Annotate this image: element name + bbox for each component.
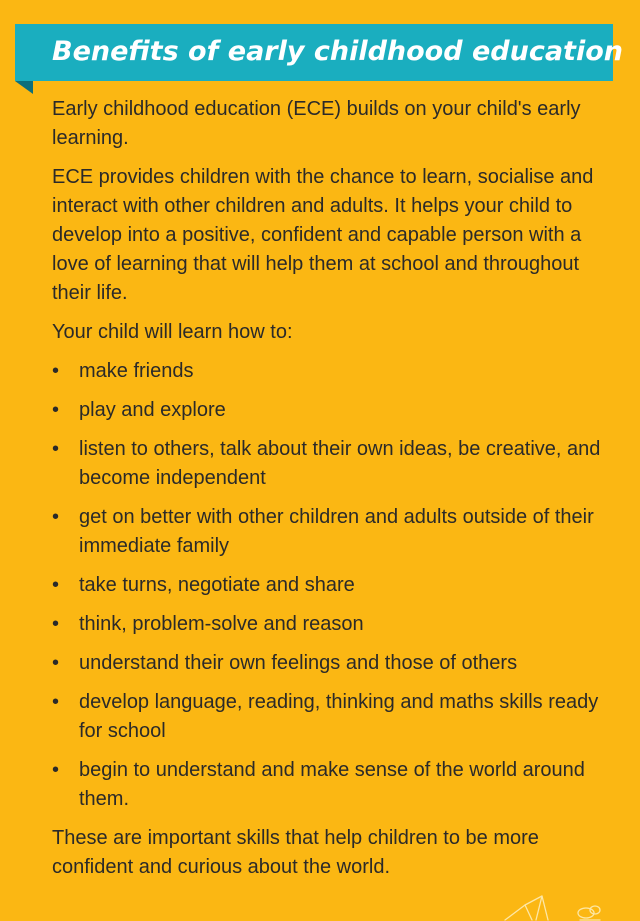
bullet-icon: • — [52, 438, 60, 460]
list-item — [52, 610, 602, 639]
list-item-text: get on better with other children and adults outside of their immediate family — [79, 506, 594, 557]
bullet-icon: • — [52, 360, 60, 382]
closing-paragraph: These are important skills that help children to be more confident and curious about the world. — [52, 827, 539, 878]
list-item — [52, 503, 602, 561]
list-item — [52, 756, 602, 814]
bullet-icon: • — [52, 691, 60, 713]
list-item — [52, 357, 602, 386]
bullet-icon: • — [52, 506, 60, 528]
list-item-text: play and explore — [79, 399, 226, 421]
bullet-icon: • — [52, 399, 60, 421]
doodle-decoration — [500, 893, 620, 921]
bullet-icon: • — [52, 652, 60, 674]
list-item — [52, 435, 602, 493]
list-item-text: think, problem-solve and reason — [79, 613, 364, 635]
list-item-text: listen to others, talk about their own ideas, be creative, and become independent — [79, 438, 601, 489]
intro-paragraph: Early childhood education (ECE) builds on your child's early learning. — [52, 98, 581, 149]
list-item-text: make friends — [79, 360, 194, 382]
list-item — [52, 396, 602, 425]
bullet-icon: • — [52, 759, 60, 781]
description-paragraph: ECE provides children with the chance to learn, socialise and interact with other children and adults. It helps your child to develop into a positive, confident and capable person with a love of learning that will help them at school and throughout their life. — [52, 166, 594, 304]
bullet-icon: • — [52, 613, 60, 635]
banner-fold — [15, 81, 33, 94]
skills-list — [52, 357, 602, 814]
page-title: Benefits of early childhood education — [52, 36, 623, 67]
list-item-text: take turns, negotiate and share — [79, 574, 355, 596]
list-item — [52, 688, 602, 746]
list-item-text: understand their own feelings and those of others — [79, 652, 518, 674]
bullet-icon: • — [52, 574, 60, 596]
list-item-text: begin to understand and make sense of the world around them. — [79, 759, 585, 810]
list-lead-in: Your child will learn how to: — [52, 321, 293, 343]
article-body — [52, 95, 602, 892]
list-item — [52, 649, 602, 678]
list-item-text: develop language, reading, thinking and maths skills ready for school — [79, 691, 599, 742]
list-item — [52, 571, 602, 600]
